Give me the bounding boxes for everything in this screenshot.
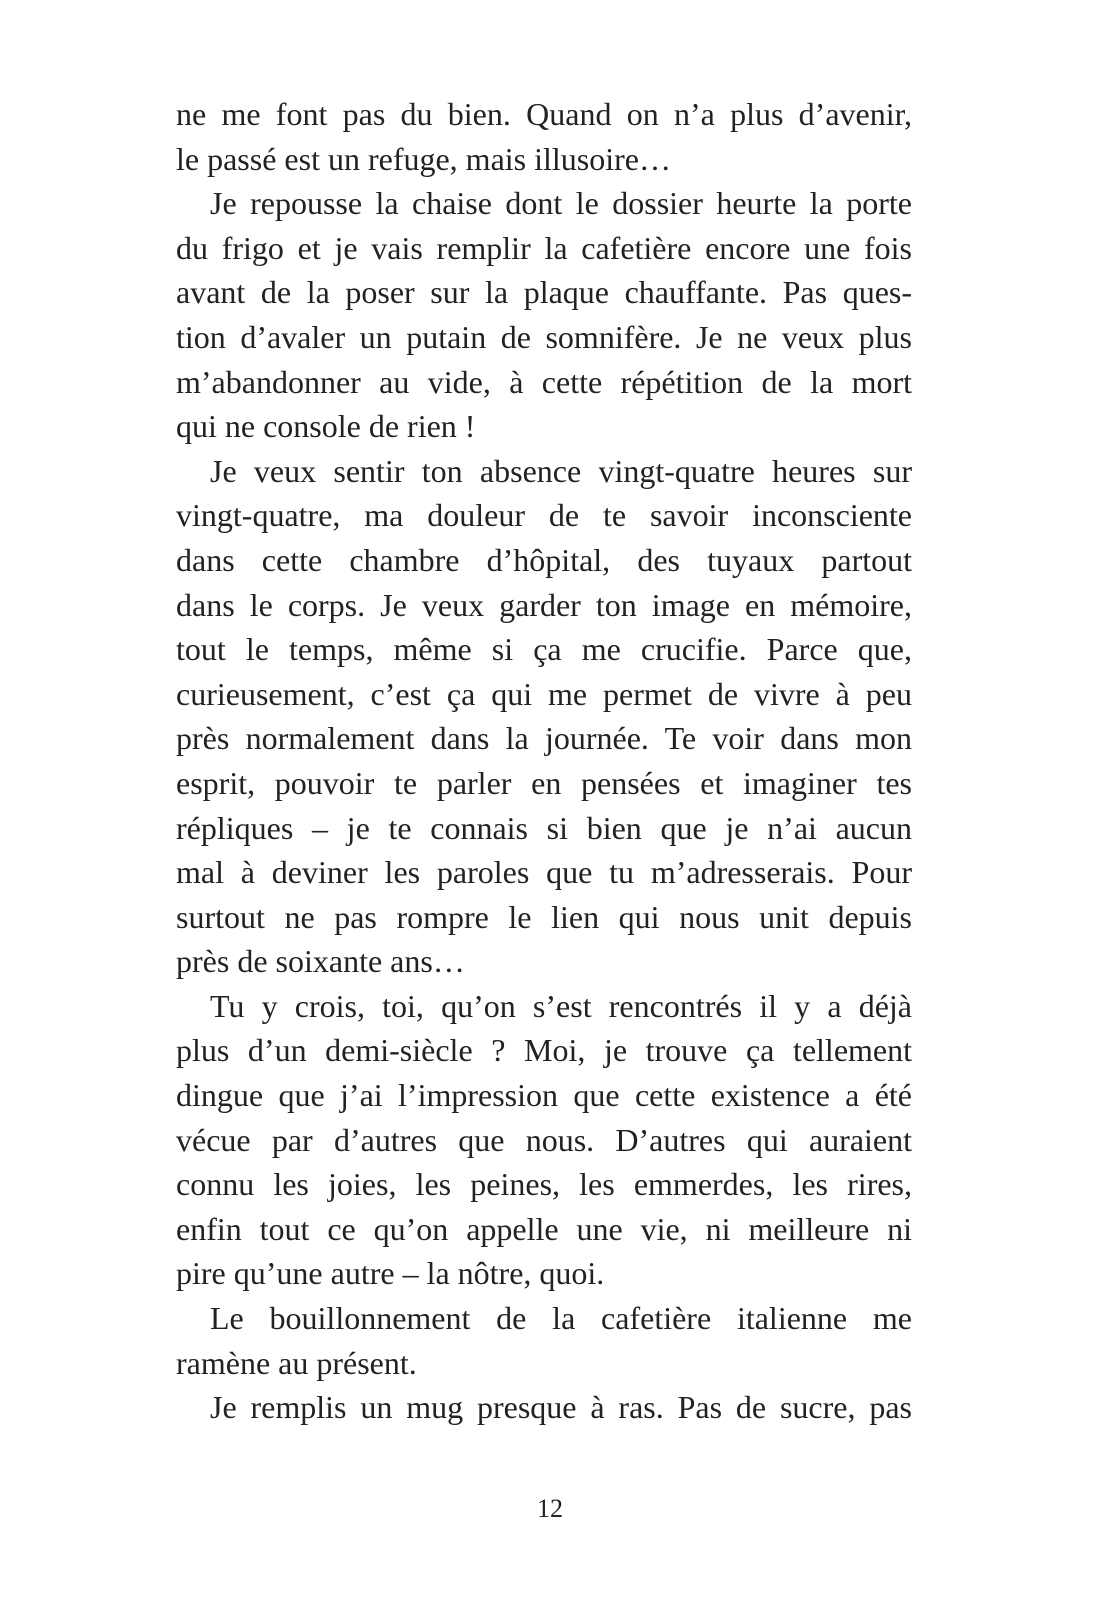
text-line: près de soixante ans… bbox=[176, 943, 465, 980]
text-line: enfin tout ce qu’on appelle une vie, ni meilleure ni bbox=[176, 1210, 912, 1247]
paragraph-first-line: Je veux sentir ton absence vingt-quatre heures sur bbox=[210, 452, 912, 489]
text-line: mal à deviner les paroles que tu m’adresserais. Pour bbox=[176, 854, 912, 891]
text-line: m’abandonner au vide, à cette répétition de la mort bbox=[176, 363, 912, 400]
body-text bbox=[176, 92, 912, 1430]
text-line: dans le corps. Je veux garder ton image en mémoire, bbox=[176, 586, 912, 623]
text-line: esprit, pouvoir te parler en pensées et imaginer tes bbox=[176, 764, 912, 801]
text-line: vécue par d’autres que nous. D’autres qui auraient bbox=[176, 1121, 912, 1158]
text-line: dingue que j’ai l’impression que cette existence a été bbox=[176, 1077, 912, 1114]
text-line: ne me font pas du bien. Quand on n’a plus d’avenir, bbox=[176, 96, 912, 132]
text-line: vingt-quatre, ma douleur de te savoir inconsciente bbox=[176, 497, 912, 534]
text-line: le passé est un refuge, mais illusoire… bbox=[176, 140, 671, 177]
paragraph-first-line: Tu y crois, toi, qu’on s’est rencontrés il y a déjà bbox=[210, 987, 912, 1024]
paragraph-first-line: Le bouillonnement de la cafetière italienne me bbox=[210, 1300, 912, 1337]
text-line: curieusement, c’est ça qui me permet de vivre à peu bbox=[176, 675, 912, 712]
text-line: qui ne console de rien ! bbox=[176, 408, 476, 445]
page-number: 12 bbox=[537, 1494, 563, 1523]
text-line: avant de la poser sur la plaque chauffante. Pas ques- bbox=[176, 274, 912, 311]
text-line: connu les joies, les peines, les emmerdes, les rires, bbox=[176, 1166, 912, 1203]
text-line: plus d’un demi-siècle ? Moi, je trouve ça tellement bbox=[176, 1032, 912, 1069]
paragraph-first-line: Je remplis un mug presque à ras. Pas de sucre, pas bbox=[210, 1389, 912, 1426]
text-line: pire qu’une autre – la nôtre, quoi. bbox=[176, 1255, 605, 1292]
text-line: tion d’avaler un putain de somnifère. Je ne veux plus bbox=[176, 318, 912, 355]
text-line: près normalement dans la journée. Te voir dans mon bbox=[176, 720, 912, 757]
text-line: dans cette chambre d’hôpital, des tuyaux partout bbox=[176, 541, 912, 578]
text-line: tout le temps, même si ça me crucifie. Parce que, bbox=[176, 631, 912, 668]
text-line: du frigo et je vais remplir la cafetière encore une fois bbox=[176, 229, 912, 266]
paragraph-first-line: Je repousse la chaise dont le dossier heurte la porte bbox=[210, 185, 912, 222]
text-line: répliques – je te connais si bien que je n’ai aucun bbox=[176, 809, 912, 846]
text-line: ramène au présent. bbox=[176, 1344, 417, 1381]
text-line: surtout ne pas rompre le lien qui nous unit depuis bbox=[176, 898, 912, 935]
